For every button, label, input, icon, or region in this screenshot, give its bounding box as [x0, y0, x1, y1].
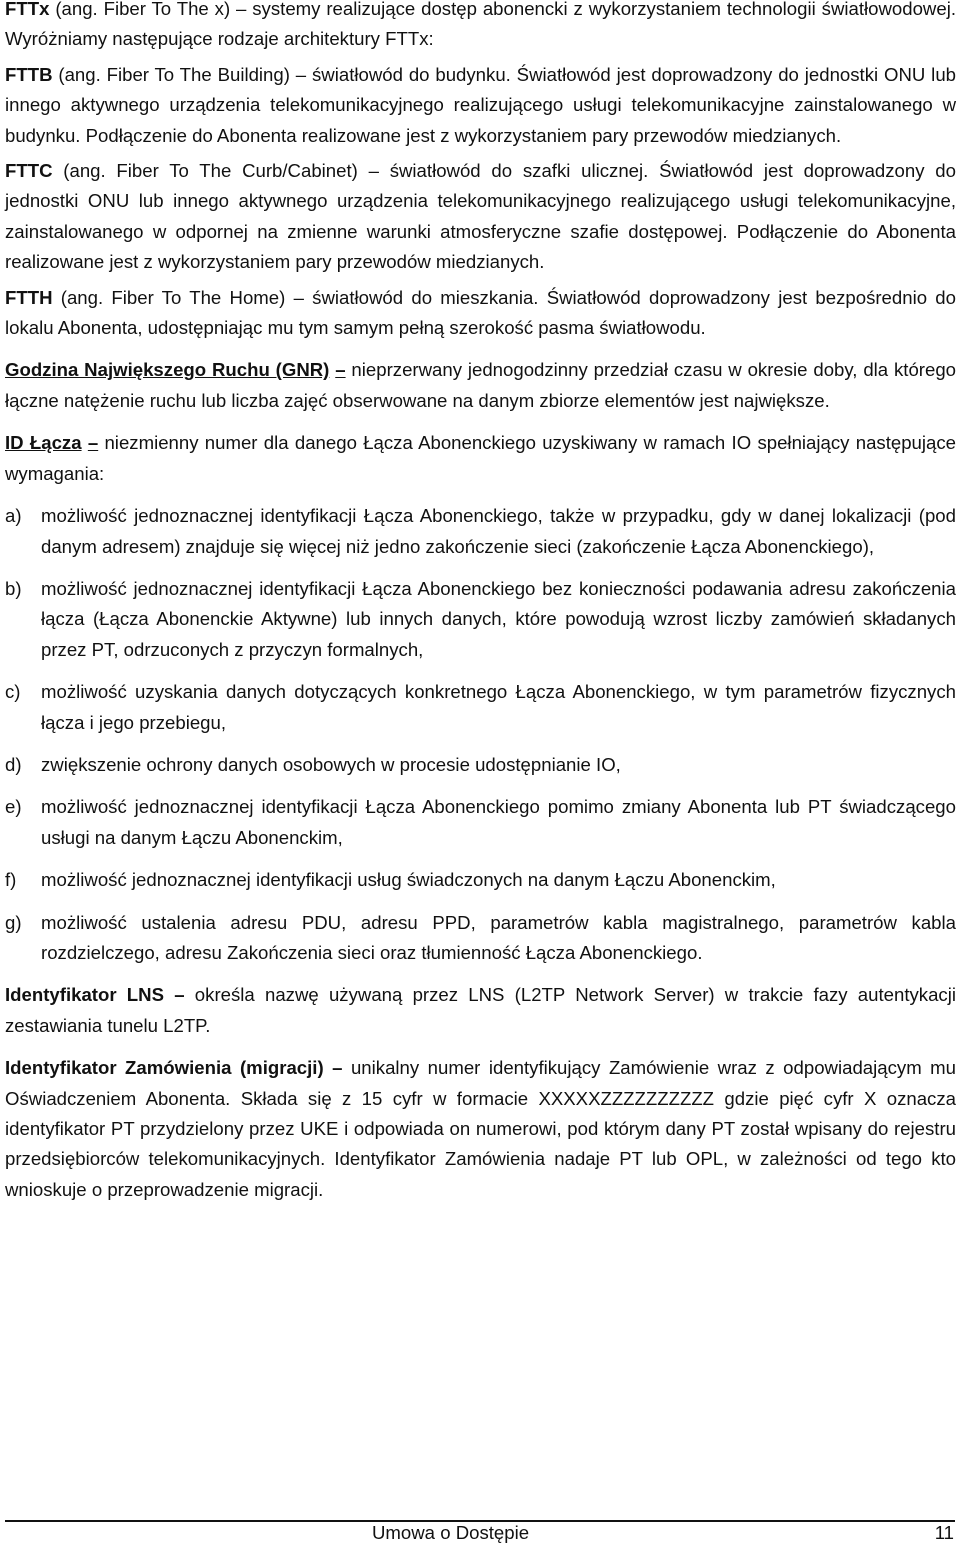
- definition-fttx: (ang. Fiber To The x) – systemy realizujące dostęp abonencki z wykorzystaniem technologii światłowodowej. Wyróżniamy następujące rodzaje architektury FTTx:: [5, 0, 956, 50]
- paragraph-fttc: [5, 156, 956, 278]
- document-body: [5, 0, 956, 1205]
- list-item: [5, 792, 956, 853]
- list-item-text: możliwość jednoznacznej identyfikacji Łącza Abonenckiego bez konieczności podawania adresu zakończenia łącza (Łącza Abonenckie Aktywne) lub innych danych, które powodują wzrost liczby zamówień składanych przez PT, odrzuconych z przyczyn formalnych,: [41, 577, 956, 660]
- paragraph-ftth: [5, 283, 956, 344]
- term-id-lacza: ID Łącza: [5, 432, 82, 454]
- list-item-label: d): [5, 753, 22, 775]
- paragraph-gnr: [5, 355, 956, 416]
- list-item: [5, 677, 956, 738]
- requirements-list: [5, 501, 956, 968]
- list-item: [5, 908, 956, 969]
- term-zamowienie: Identyfikator Zamówienia (migracji): [5, 1057, 324, 1079]
- list-item-text: możliwość jednoznacznej identyfikacji Łącza Abonenckiego pomimo zmiany Abonenta lub PT świadczącego usługi na danym Łączu Abonenckim,: [41, 796, 956, 848]
- list-item-label: b): [5, 577, 22, 599]
- list-item-text: możliwość ustalenia adresu PDU, adresu PPD, parametrów kabla magistralnego, parametrów kabla rozdzielczego, adresu Zakończenia sieci oraz tłumienność Łącza Abonenckiego.: [41, 911, 956, 963]
- term-fttx: FTTx: [5, 0, 50, 19]
- list-item-label: f): [5, 869, 17, 891]
- definition-ftth: (ang. Fiber To The Home) – światłowód do mieszkania. Światłowód doprowadzony jest bezpośrednio do lokalu Abonenta, udostępniając mu tym samym pełną szerokość pasma światłowodu.: [5, 286, 956, 339]
- list-item-label: a): [5, 505, 22, 527]
- term-ftth: FTTH: [5, 286, 53, 308]
- definition-id-lacza: niezmienny numer dla danego Łącza Abonenckiego uzyskiwany w ramach IO spełniający następujące wymagania:: [5, 432, 957, 484]
- term-fttb: FTTB: [5, 63, 53, 85]
- paragraph-lns: [5, 980, 956, 1041]
- paragraph-fttx: [5, 0, 956, 55]
- dash-lns: –: [174, 984, 185, 1006]
- list-item-label: e): [5, 796, 22, 818]
- list-item-label: g): [5, 911, 22, 933]
- list-item: [5, 750, 956, 780]
- dash-zamowienie: –: [332, 1057, 343, 1079]
- definition-lns: określa nazwę używaną przez LNS (L2TP Network Server) w trakcie fazy autentykacji zestawiania tunelu L2TP.: [5, 984, 956, 1036]
- list-item: [5, 865, 956, 895]
- footer-title: Umowa o Dostępie: [372, 1522, 530, 1543]
- paragraph-id-lacza: [5, 428, 956, 489]
- term-lns: Identyfikator LNS: [5, 984, 164, 1006]
- term-gnr: Godzina Największego Ruchu (GNR): [5, 359, 330, 381]
- list-item: [5, 501, 956, 562]
- term-fttc: FTTC: [5, 160, 53, 182]
- definition-fttc: (ang. Fiber To The Curb/Cabinet) – światłowód do szafki ulicznej. Światłowód jest doprowadzony do jednostki ONU lub innego aktywnego urządzenia telekomunikacyjnego realizującego usługi telekomunikacyjne, zainstalowanego w odpornej na zmienne warunki atmosferyczne szafie dostępowej. Podłączenie do Abonenta realizowane jest z wykorzystaniem pary przewodów miedzianych.: [5, 160, 956, 273]
- dash-id-lacza: –: [87, 432, 99, 454]
- paragraph-zamowienie: [5, 1053, 956, 1205]
- list-item: [5, 574, 956, 665]
- list-item-text: zwiększenie ochrony danych osobowych w procesie udostępnianie IO,: [41, 753, 621, 775]
- list-item-text: możliwość jednoznacznej identyfikacji Łącza Abonenckiego, także w przypadku, gdy w danej lokalizacji (pod danym adresem) znajduje się więcej niż jedno zakończenie sieci (zakończenie Łącza Abonenckiego),: [41, 505, 956, 557]
- paragraph-fttb: [5, 60, 956, 151]
- definition-gnr: nieprzerwany jednogodzinny przedział czasu w okresie doby, dla którego łączne natężenie ruchu lub liczba zajęć obserwowane na danym zbiorze elementów jest największe.: [5, 359, 956, 411]
- list-item-text: możliwość jednoznacznej identyfikacji usług świadczonych na danym Łączu Abonenckim,: [41, 869, 776, 891]
- definition-fttb: (ang. Fiber To The Building) – światłowód do budynku. Światłowód jest doprowadzony do jednostki ONU lub innego aktywnego urządzenia telekomunikacyjnego realizującego usługi telekomunikacyjne zainstalowanego w budynku. Podłączenie do Abonenta realizowane jest z wykorzystaniem pary przewodów miedzianych.: [5, 63, 956, 146]
- page-number: 11: [934, 1522, 954, 1543]
- definition-zamowienie: unikalny numer identyfikujący Zamówienie wraz z odpowiadającym mu Oświadczeniem Abonenta. Składa się z 15 cyfr w formacie XXXXXZZZZZZZZZZ gdzie pięć cyfr X oznacza identyfikator PT przydzielony przez UKE i odpowiada on numerowi, pod którym dany PT został wpisany do rejestru przedsiębiorców telekomunikacyjnych. Identyfikator Zamówienia nadaje PT lub OPL, w zależności od tego kto wnioskuje o przeprowadzenie migracji.: [5, 1057, 956, 1200]
- dash-gnr: –: [335, 359, 346, 381]
- list-item-text: możliwość uzyskania danych dotyczących konkretnego Łącza Abonenckiego, w tym parametrów fizycznych łącza i jego przebiegu,: [41, 681, 956, 733]
- list-item-label: c): [5, 681, 21, 703]
